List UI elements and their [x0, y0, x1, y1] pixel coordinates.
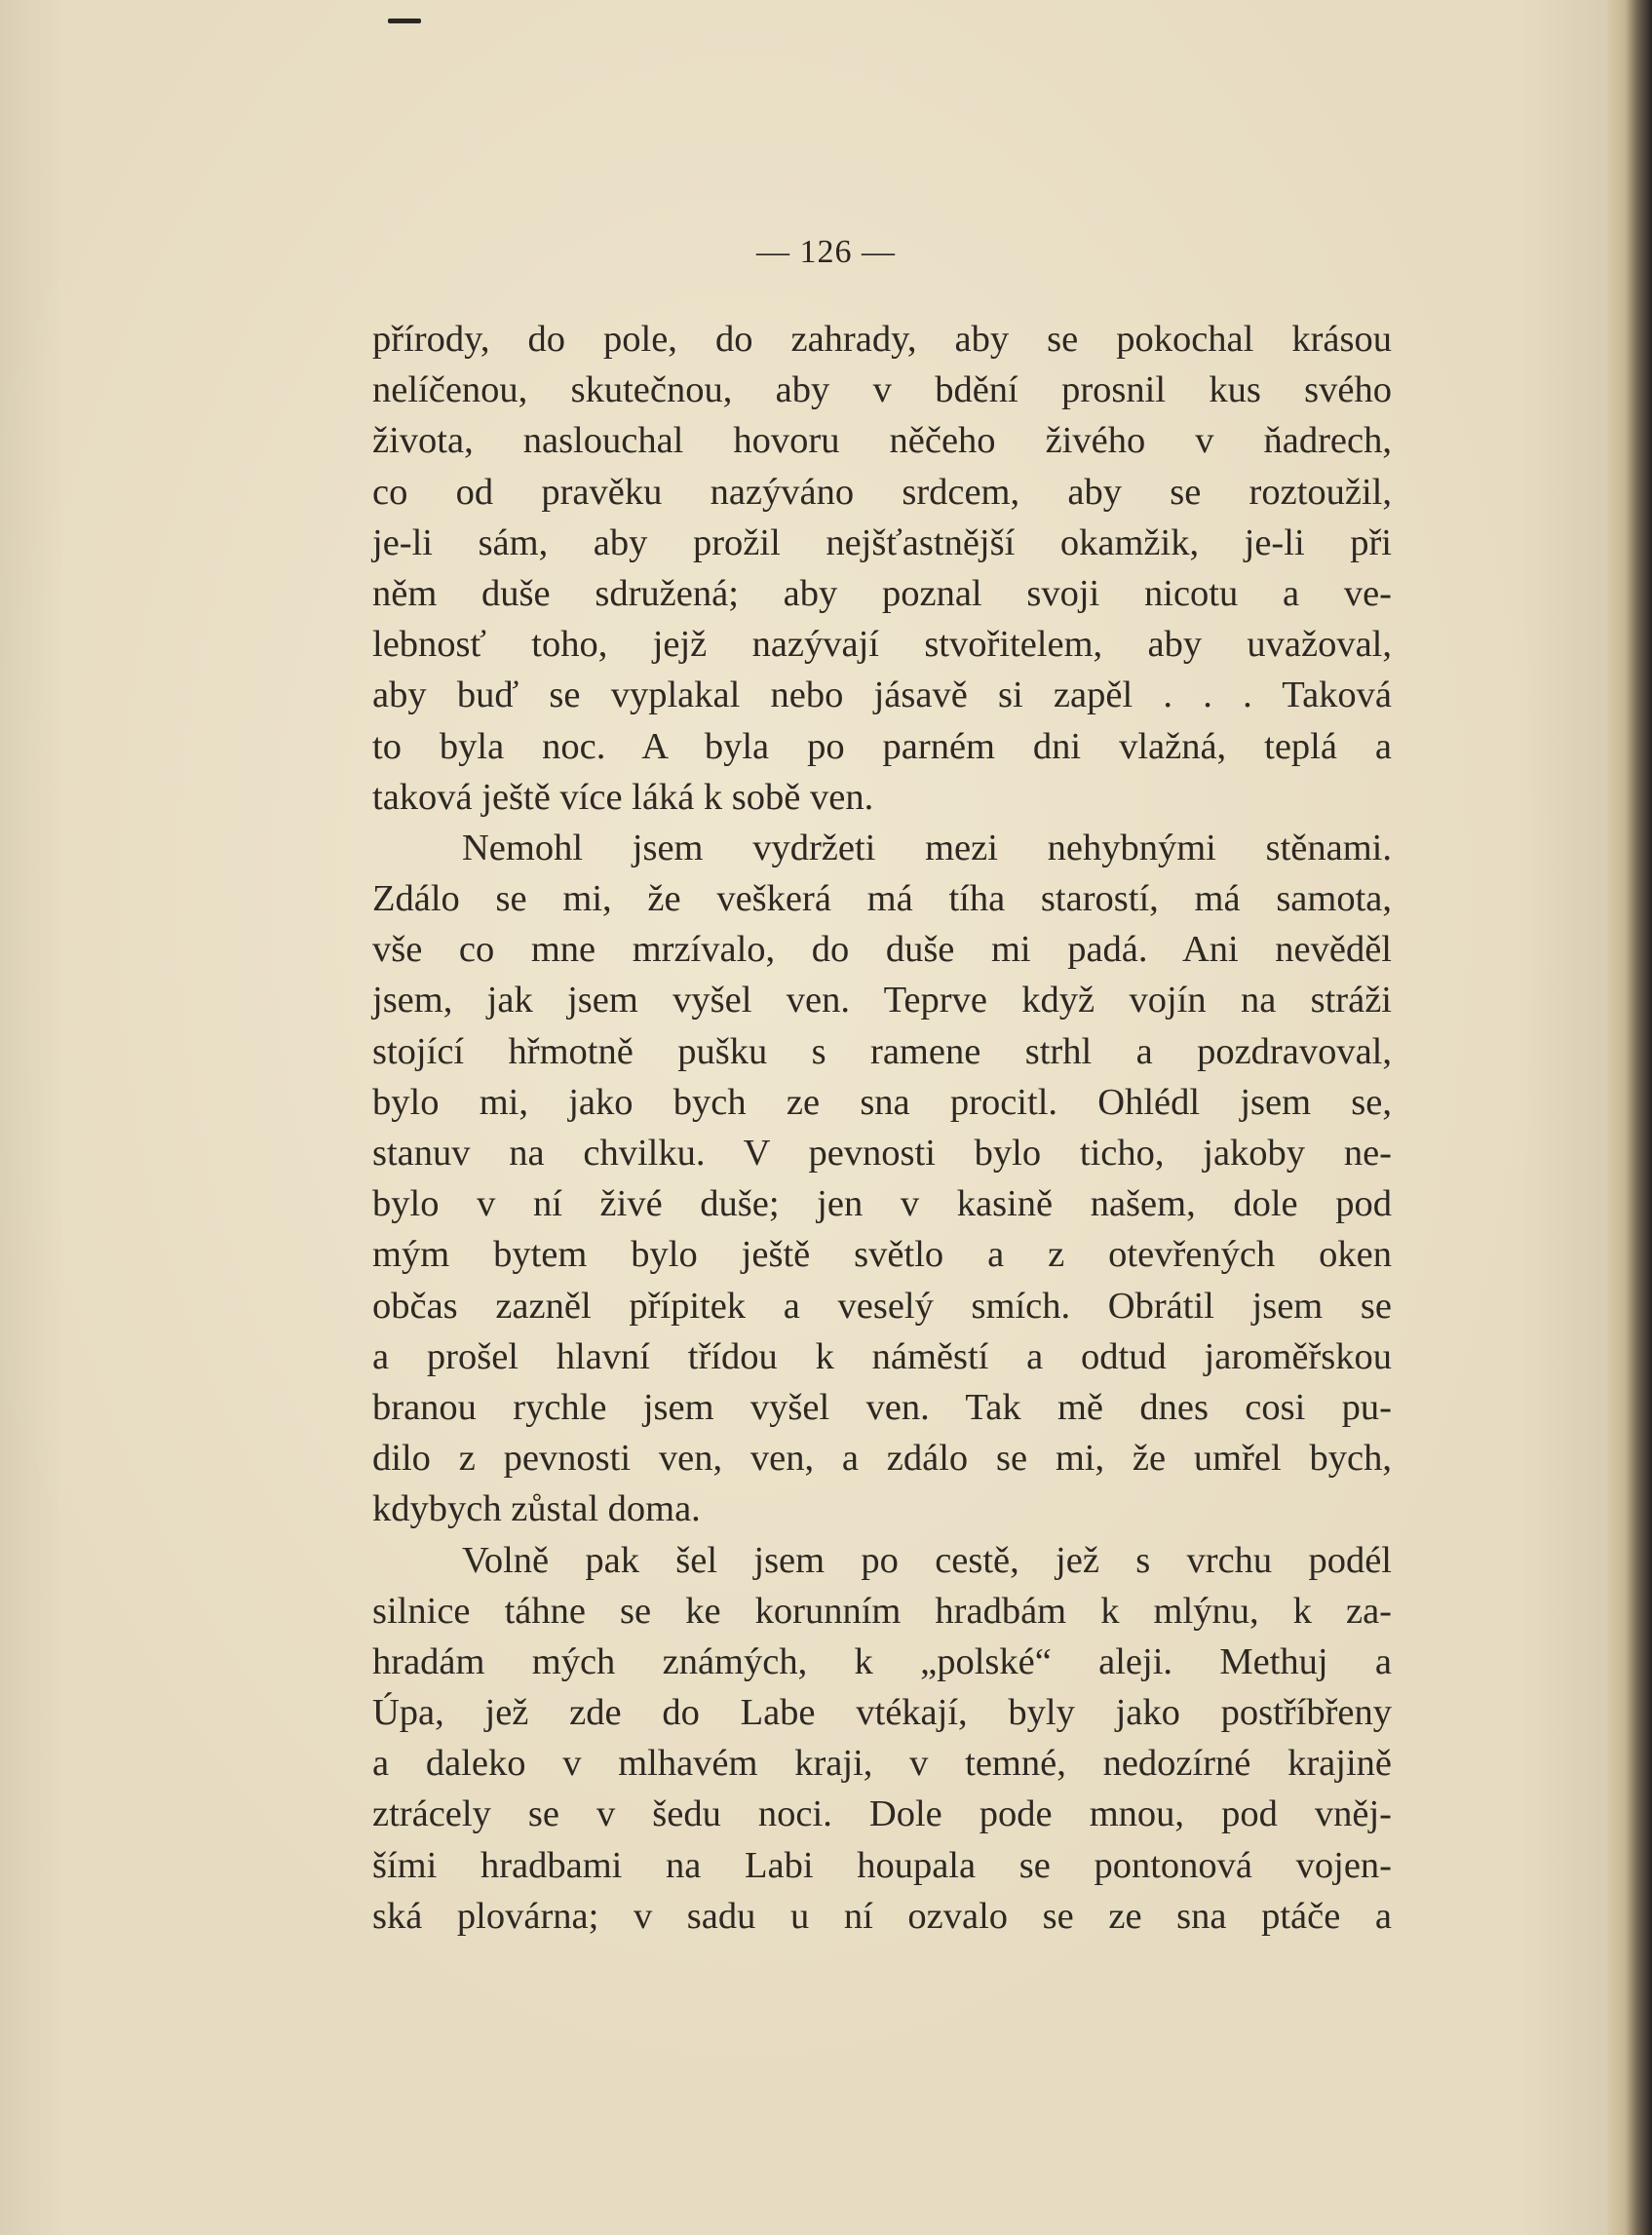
- text-line: kdybych zůstal doma.: [372, 1488, 701, 1530]
- paragraph-start-line: Nemohl jsem vydržeti mezi nehybnými stěnami.: [462, 827, 1392, 868]
- text-line: vše co mne mrzívalo, do duše mi padá. Ani nevěděl: [372, 929, 1392, 971]
- text-line: aby buď se vyplakal nebo jásavě si zapěl . . . Taková: [372, 674, 1392, 716]
- text-line: dilo z pevnosti ven, ven, a zdálo se mi, že umřel bych,: [372, 1438, 1392, 1480]
- text-line: silnice táhne se ke korunním hradbám k mlýnu, k za-: [372, 1590, 1392, 1632]
- text-line: ská plovárna; v sadu u ní ozvalo se ze sna ptáče a: [372, 1895, 1392, 1937]
- text-line: Úpa, jež zde do Labe vtékají, byly jako postříbřeny: [372, 1692, 1392, 1734]
- text-line: a daleko v mlhavém kraji, v temné, nedozírné krajině: [372, 1743, 1392, 1785]
- text-line: života, naslouchal hovoru něčeho živého v ňadrech,: [372, 420, 1392, 462]
- text-line: to byla noc. A byla po parném dni vlažná, teplá a: [372, 725, 1392, 767]
- text-line: lebnosť toho, jejž nazývají stvořitelem, aby uvažoval,: [372, 624, 1392, 666]
- text-line: šími hradbami na Labi houpala se pontonová vojen-: [372, 1844, 1392, 1886]
- text-line: Zdálo se mi, že veškerá má tíha starostí, má samota,: [372, 878, 1392, 920]
- text-line: ztrácely se v šedu noci. Dole pode mnou, pod vněj-: [372, 1793, 1392, 1835]
- text-line: je-li sám, aby prožil nejšťastnější okamžik, je-li při: [372, 521, 1392, 563]
- text-line: mým bytem bylo ještě světlo a z otevřených oken: [372, 1234, 1392, 1276]
- body-text: [372, 314, 1392, 1942]
- print-mark: [388, 19, 421, 23]
- text-line: přírody, do pole, do zahrady, aby se pokochal krásou: [372, 319, 1392, 360]
- text-line: občas zazněl přípitek a veselý smích. Obrátil jsem se: [372, 1285, 1392, 1327]
- text-line: hradám mých známých, k „polské“ aleji. Methuj a: [372, 1640, 1392, 1682]
- paragraph-start-line: Volně pak šel jsem po cestě, jež s vrchu podél: [462, 1539, 1392, 1581]
- page-number: — 126 —: [756, 234, 896, 270]
- text-line: něm duše sdružená; aby poznal svoji nicotu a ve-: [372, 572, 1392, 614]
- text-line: stanuv na chvilku. V pevnosti bylo ticho, jakoby ne-: [372, 1133, 1392, 1174]
- text-line: bylo v ní živé duše; jen v kasině našem, dole pod: [372, 1183, 1392, 1225]
- text-line: co od pravěku nazýváno srdcem, aby se roztoužil,: [372, 471, 1392, 513]
- text-line: stojící hřmotně pušku s ramene strhl a pozdravoval,: [372, 1030, 1392, 1072]
- page-edge: [1607, 0, 1652, 2235]
- text-line: bylo mi, jako bych ze sna procitl. Ohlédl jsem se,: [372, 1081, 1392, 1123]
- text-line: a prošel hlavní třídou k náměstí a odtud jaroměřskou: [372, 1335, 1392, 1377]
- text-line: taková ještě více láká k sobě ven.: [372, 776, 874, 818]
- text-line: nelíčenou, skutečnou, aby v bdění prosnil kus svého: [372, 369, 1392, 411]
- text-line: jsem, jak jsem vyšel ven. Teprve když vojín na stráži: [372, 980, 1392, 1021]
- text-line: branou rychle jsem vyšel ven. Tak mě dnes cosi pu-: [372, 1386, 1392, 1428]
